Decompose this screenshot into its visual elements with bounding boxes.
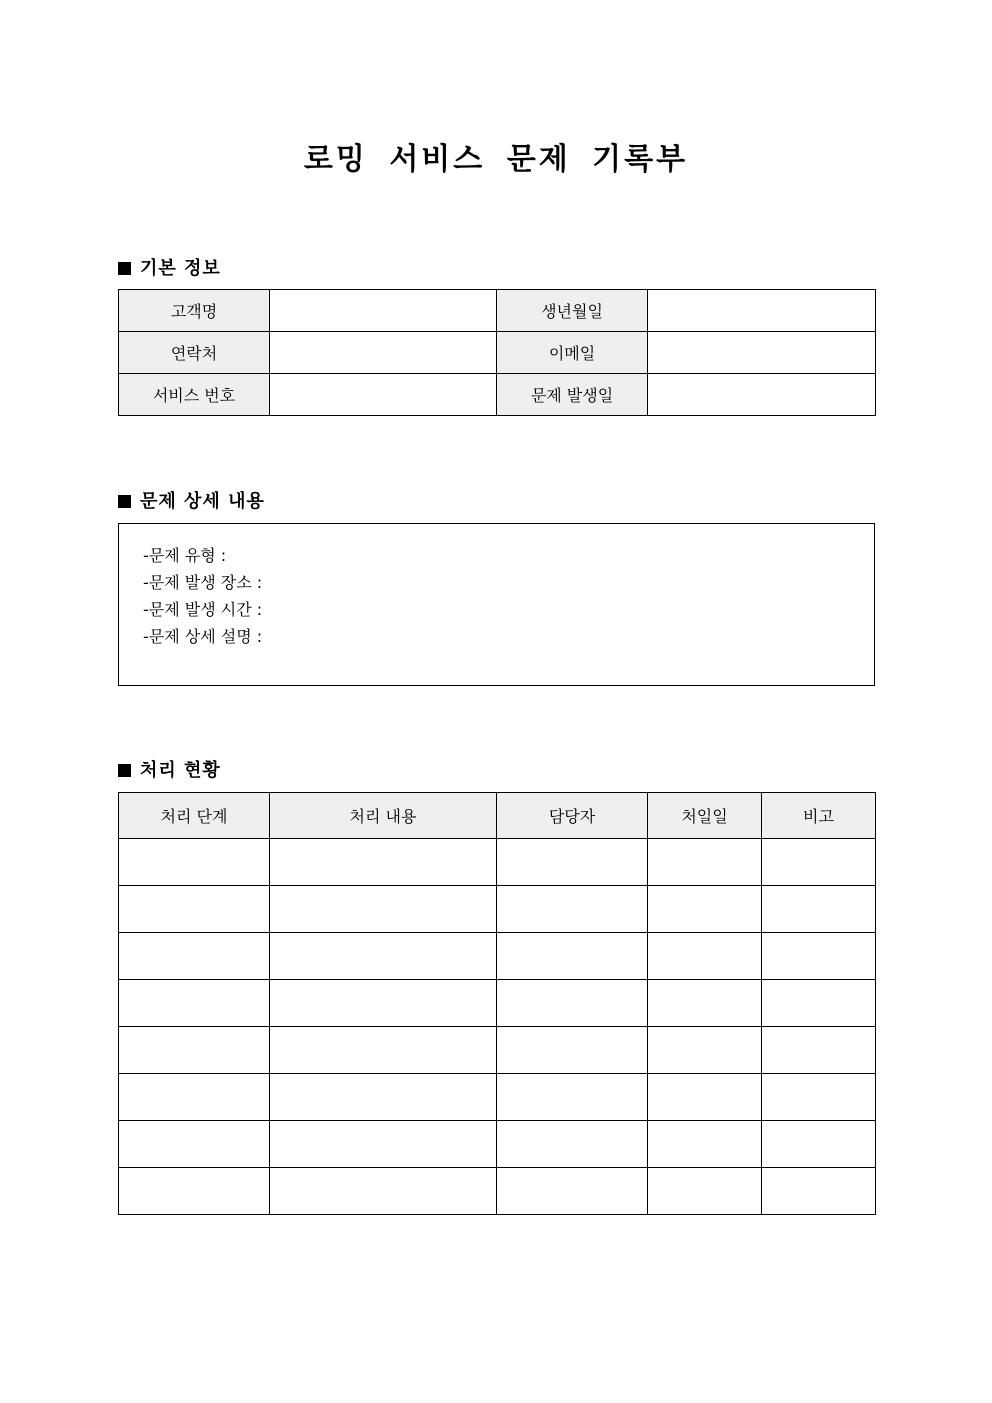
field-label: 이메일 bbox=[497, 332, 648, 374]
table-cell[interactable] bbox=[497, 839, 648, 886]
table-cell[interactable] bbox=[648, 839, 762, 886]
column-header: 처리 단계 bbox=[119, 793, 270, 839]
table-cell[interactable] bbox=[762, 933, 876, 980]
table-row bbox=[119, 980, 876, 1027]
table-cell[interactable] bbox=[648, 1027, 762, 1074]
field-value[interactable] bbox=[648, 290, 876, 332]
detail-line: -문제 발생 장소 : bbox=[143, 573, 263, 592]
table-cell[interactable] bbox=[119, 980, 270, 1027]
table-cell[interactable] bbox=[648, 1121, 762, 1168]
field-label: 고객명 bbox=[119, 290, 270, 332]
table-cell[interactable] bbox=[648, 1168, 762, 1215]
table-row bbox=[119, 886, 876, 933]
column-header: 처일일 bbox=[648, 793, 762, 839]
square-bullet-icon bbox=[118, 764, 131, 777]
document-title: 로밍 서비스 문제 기록부 bbox=[303, 142, 689, 177]
table-row bbox=[119, 1168, 876, 1215]
info-row bbox=[119, 290, 876, 332]
info-row bbox=[119, 332, 876, 374]
table-cell[interactable] bbox=[497, 886, 648, 933]
table-cell[interactable] bbox=[648, 1074, 762, 1121]
section-heading-basic-info bbox=[118, 254, 221, 280]
table-cell[interactable] bbox=[119, 1168, 270, 1215]
table-cell[interactable] bbox=[762, 980, 876, 1027]
table-row bbox=[119, 839, 876, 886]
field-value[interactable] bbox=[270, 332, 497, 374]
column-header: 처리 내용 bbox=[270, 793, 497, 839]
table-cell[interactable] bbox=[497, 1074, 648, 1121]
table-cell[interactable] bbox=[119, 1027, 270, 1074]
table-cell[interactable] bbox=[648, 980, 762, 1027]
field-value[interactable] bbox=[648, 332, 876, 374]
square-bullet-icon bbox=[118, 495, 131, 508]
section-heading-label: 처리 현황 bbox=[140, 760, 221, 781]
field-value[interactable] bbox=[270, 374, 497, 416]
table-cell[interactable] bbox=[762, 1074, 876, 1121]
field-label: 연락처 bbox=[119, 332, 270, 374]
field-value[interactable] bbox=[270, 290, 497, 332]
basic-info-table bbox=[118, 289, 876, 416]
table-cell[interactable] bbox=[119, 933, 270, 980]
field-value[interactable] bbox=[648, 374, 876, 416]
field-label: 문제 발생일 bbox=[497, 374, 648, 416]
table-cell[interactable] bbox=[270, 886, 497, 933]
table-cell[interactable] bbox=[270, 980, 497, 1027]
problem-detail-box[interactable] bbox=[118, 523, 875, 686]
section-heading-label: 문제 상세 내용 bbox=[140, 491, 265, 512]
detail-line: -문제 유형 : bbox=[143, 546, 227, 565]
section-heading-problem-detail bbox=[118, 487, 265, 513]
table-cell[interactable] bbox=[648, 886, 762, 933]
column-header: 담당자 bbox=[497, 793, 648, 839]
table-cell[interactable] bbox=[270, 933, 497, 980]
table-row bbox=[119, 1121, 876, 1168]
processing-table bbox=[118, 792, 876, 1215]
table-row bbox=[119, 1074, 876, 1121]
table-cell[interactable] bbox=[762, 1168, 876, 1215]
problem-detail-lines bbox=[143, 542, 262, 650]
table-cell[interactable] bbox=[497, 1027, 648, 1074]
table-cell[interactable] bbox=[497, 933, 648, 980]
table-cell[interactable] bbox=[119, 839, 270, 886]
field-label: 서비스 번호 bbox=[119, 374, 270, 416]
table-cell[interactable] bbox=[762, 1121, 876, 1168]
table-row bbox=[119, 1027, 876, 1074]
table-cell[interactable] bbox=[270, 839, 497, 886]
table-cell[interactable] bbox=[119, 1074, 270, 1121]
table-cell[interactable] bbox=[270, 1121, 497, 1168]
column-header: 비고 bbox=[762, 793, 876, 839]
table-cell[interactable] bbox=[648, 933, 762, 980]
table-cell[interactable] bbox=[497, 1168, 648, 1215]
table-cell[interactable] bbox=[119, 886, 270, 933]
table-row bbox=[119, 933, 876, 980]
table-cell[interactable] bbox=[762, 1027, 876, 1074]
table-cell[interactable] bbox=[119, 1121, 270, 1168]
detail-line: -문제 발생 시간 : bbox=[143, 600, 263, 619]
table-cell[interactable] bbox=[270, 1168, 497, 1215]
table-cell[interactable] bbox=[497, 980, 648, 1027]
section-heading-label: 기본 정보 bbox=[140, 258, 221, 279]
table-cell[interactable] bbox=[270, 1074, 497, 1121]
table-cell[interactable] bbox=[497, 1121, 648, 1168]
info-row bbox=[119, 374, 876, 416]
section-heading-processing bbox=[118, 756, 221, 782]
table-cell[interactable] bbox=[270, 1027, 497, 1074]
table-cell[interactable] bbox=[762, 886, 876, 933]
field-label: 생년월일 bbox=[497, 290, 648, 332]
square-bullet-icon bbox=[118, 262, 131, 275]
table-cell[interactable] bbox=[762, 839, 876, 886]
detail-line: -문제 상세 설명 : bbox=[143, 627, 263, 646]
